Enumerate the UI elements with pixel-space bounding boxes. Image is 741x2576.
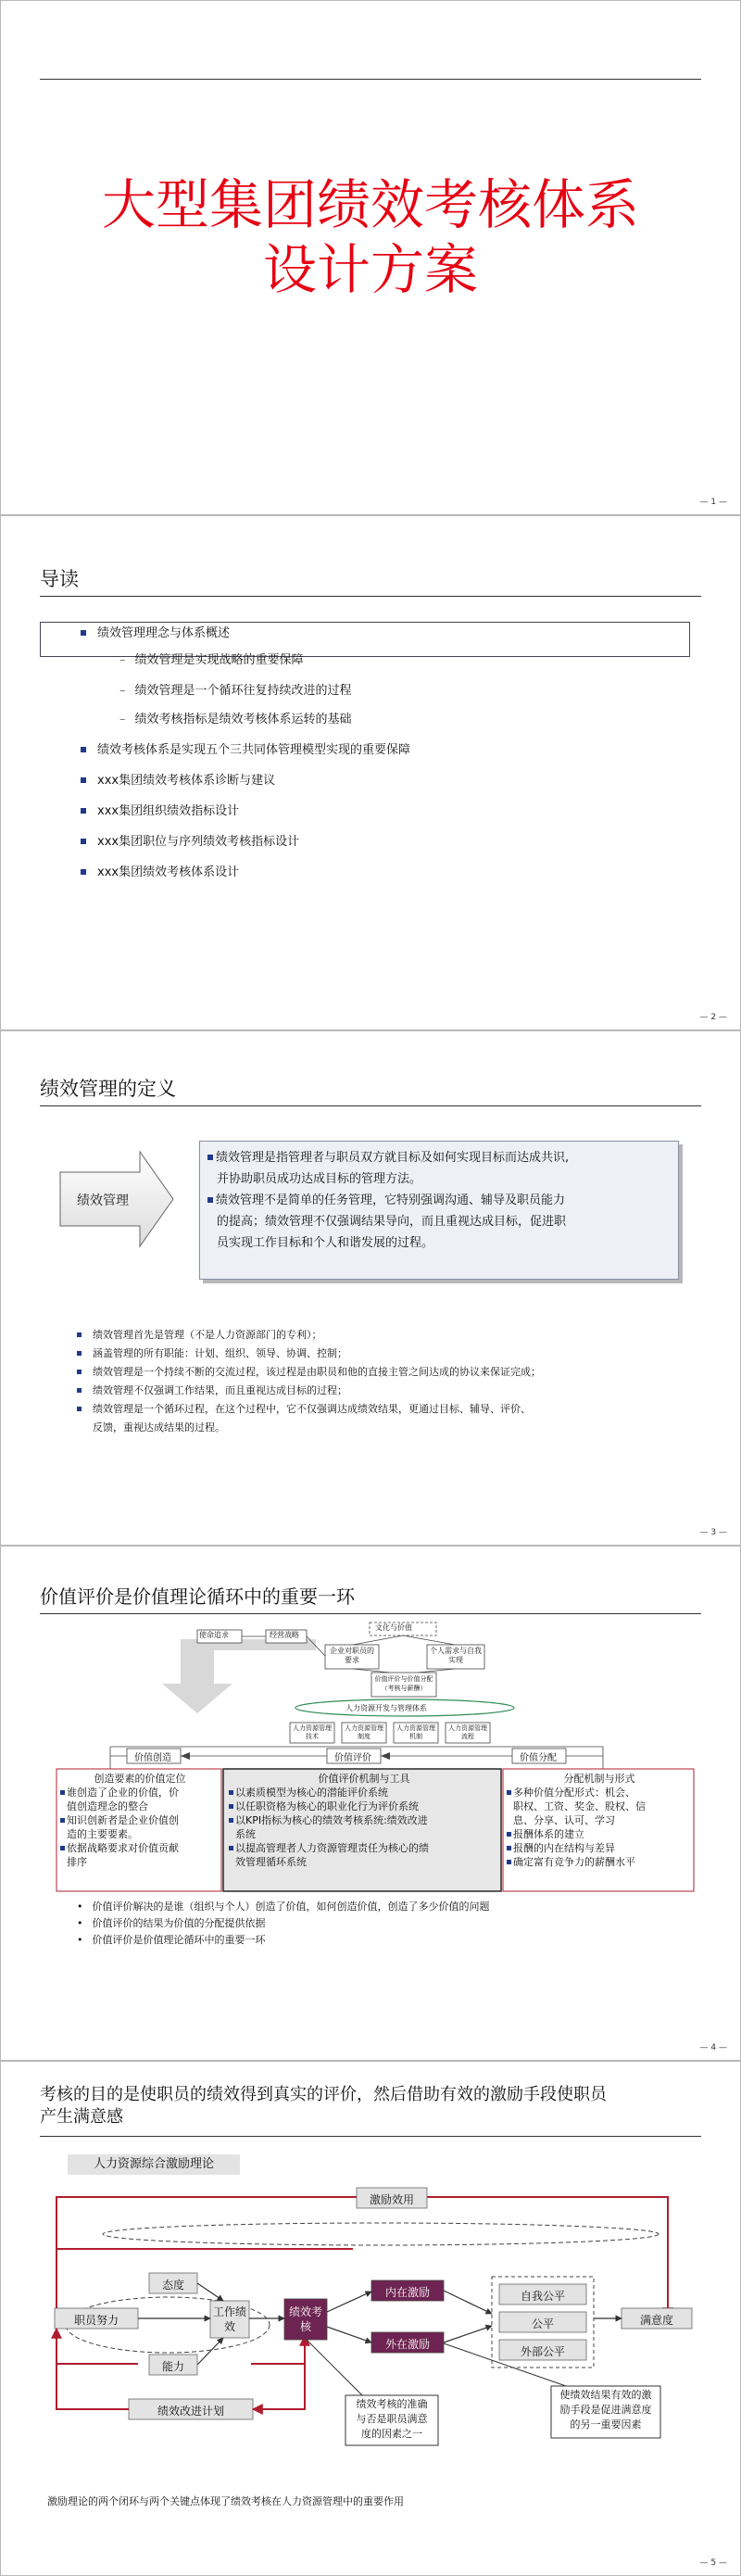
cover-title-line1: 大型集团绩效考核体系 [101, 173, 639, 236]
outer-motivation-box: 外在激励 [384, 2338, 430, 2351]
list-item: • 价值评价的结果为价值的分配提供依据 [77, 1917, 266, 1929]
effect-box: 激励效用 [369, 2193, 414, 2206]
bullet-square-icon [77, 1351, 82, 1356]
toc-subitem-label: 绩效考核指标是绩效考核体系运转的基础 [134, 713, 352, 726]
panel-line: 排序 [67, 1856, 87, 1868]
bullet-square-icon [77, 1388, 82, 1393]
arrow-label: 绩效管理 [77, 1193, 129, 1208]
bullet-square-icon [507, 1832, 511, 1837]
panel-line: 职权、工资、奖金、股权、信 [513, 1800, 646, 1812]
effort-box: 职员努力 [73, 2314, 119, 2327]
attitude-box: 态度 [161, 2279, 184, 2292]
toc-subitem-label: 绩效管理是实现战略的重要保障 [134, 653, 304, 667]
value-create-label: 价值创造 [134, 1753, 171, 1763]
eval-center-label: 价值评价与价值分配（考核与薪酬） [374, 1675, 433, 1692]
slide-2 [0, 515, 741, 1030]
toc-subitem: – 绩效考核指标是绩效考核体系运转的基础 [119, 713, 352, 726]
bullet-square-icon [207, 1197, 213, 1203]
bullet-square-icon [81, 777, 86, 783]
page-number: — 1 — [699, 498, 727, 507]
definition-line: 绩效管理不是简单的任务管理，它特别强调沟通、辅导及职员能力 [207, 1190, 672, 1211]
bullet-square-icon [81, 630, 86, 636]
bullet-square-icon [229, 1846, 233, 1850]
definition-line: 绩效管理是指管理者与职员双方就目标及如何实现目标而达成共识, [207, 1147, 672, 1168]
list-item: • 价值评价解决的是谁（组织与个人）创造了价值，如何创造价值，创造了多少价值的问题 [77, 1900, 490, 1913]
culture-box-label: 文化与价值 [375, 1623, 412, 1632]
list-item: 涵盖管理的所有职能：计划、组织、领导、协调、控制； [77, 1345, 541, 1363]
toc-item-label: xxx集团职位与序列绩效考核指标设计 [97, 835, 300, 849]
bullet-square-icon [60, 1818, 65, 1823]
list-item: 绩效管理不仅强调工作结果，而且重视达成目标的过程； [77, 1382, 541, 1400]
panel-title: 创造要素的价值定位 [94, 1773, 186, 1785]
hr-tech-label: 人力资源管理技术 [293, 1724, 332, 1740]
panel-line: 以提高管理者人力资源管理责任为核心的绩 [229, 1841, 499, 1855]
definition-line: 员实现工作目标和个人和谐发展的过程。 [217, 1236, 434, 1250]
self-fairness-box: 自我公平 [520, 2290, 565, 2303]
page-number: — 2 — [699, 1013, 727, 1022]
panel-title: 价值评价机制与工具 [318, 1773, 410, 1785]
title-rule [40, 79, 701, 80]
title-rule [40, 1105, 701, 1106]
bullet-square-icon [229, 1790, 233, 1795]
definition-line: 并协助职员成功达成目标的管理方法。 [217, 1172, 422, 1186]
inner-motivation-box: 内在激励 [384, 2286, 430, 2299]
page-number: — 4 — [699, 2043, 727, 2052]
bullet-square-icon [229, 1818, 233, 1823]
bullet-square-icon [507, 1790, 511, 1795]
toc-item [81, 801, 239, 818]
panel-line: 知识创新者是企业价值创 [60, 1813, 220, 1827]
personal-need-label: 个人需求与自我实现 [430, 1647, 482, 1664]
panel-line: 以KPI指标为核心的绩效考核系统:绩效改进 [229, 1813, 499, 1827]
slide-3 [0, 1030, 741, 1546]
cover-title [1, 172, 740, 302]
strategy-box-label: 经营战略 [270, 1631, 299, 1639]
footer-note: 激励理论的两个闭环与两个关键点体现了绩效考核在人力资源管理中的重要作用 [47, 2495, 404, 2507]
slide-5 [0, 2061, 741, 2576]
page-number: — 5 — [699, 2558, 727, 2568]
bullet-square-icon [81, 747, 86, 752]
external-fairness-box: 外部公平 [520, 2345, 565, 2358]
slide-1 [0, 0, 741, 515]
evaluate-panel [229, 1772, 499, 1869]
slide-title: 绩效管理的定义 [40, 1078, 176, 1100]
list-item: 绩效管理是一个持续不断的交流过程，该过程是由职员和他的直接主管之间达成的协议来保证完成； [77, 1363, 541, 1382]
toc-subitem-label: 绩效管理是一个循环往复持续改进的过程 [134, 684, 352, 698]
bullet-square-icon [77, 1370, 82, 1374]
bullet-square-icon [81, 869, 86, 875]
toc-item [81, 739, 410, 757]
panel-line: 谁创造了企业的价值，价 [60, 1786, 220, 1799]
panel-line: 息、分享、认可、学习 [513, 1814, 615, 1826]
toc-subitem: – 绩效管理是一个循环往复持续改进的过程 [119, 684, 352, 698]
value-distribute-label: 价值分配 [520, 1753, 557, 1763]
panel-line: 以任职资格为核心的职业化行为评价系统 [229, 1799, 499, 1813]
definition-list [77, 1326, 541, 1437]
panel-line: 多种价值分配形式：机会、 [507, 1786, 692, 1799]
cover-title-line2: 设计方案 [262, 238, 478, 301]
perf-review-box: 绩效考核 [288, 2305, 322, 2333]
fairness-box: 公平 [531, 2317, 554, 2330]
theory-tag: 人力资源综合激励理论 [68, 2154, 240, 2175]
hr-dev-label: 人力资源开发与管理体系 [345, 1704, 427, 1712]
create-panel [60, 1772, 220, 1869]
toc-item [81, 862, 239, 879]
list-item: 绩效管理是一个循环过程，在这个过程中，它不仅强调达成绩效结果，更通过目标、辅导、评价、 [77, 1400, 541, 1419]
ability-box: 能力 [161, 2360, 184, 2373]
toc-item [81, 831, 299, 849]
bullet-square-icon [81, 808, 86, 814]
bullet-square-icon [507, 1846, 511, 1850]
toc-item-label: 绩效考核体系是实现五个三共同体管理模型实现的重要保障 [97, 743, 411, 757]
definition-line: 的提高；绩效管理不仅强调结果导向，而且重视达成目标，促进职 [217, 1215, 567, 1229]
slide-title: 导读 [40, 568, 79, 590]
bullet-square-icon [229, 1804, 233, 1809]
list-item: 反馈，重视达成结果的过程。 [93, 1421, 225, 1433]
slide-title: 考核的目的是使职员的绩效得到真实的评价，然后借助有效的激励手段使职员 产生满意感 [40, 2085, 607, 2127]
panel-title: 分配机制与形式 [563, 1773, 635, 1785]
panel-line: 值创造理念的整合 [67, 1800, 148, 1812]
toc-item-label: xxx集团绩效考核体系诊断与建议 [97, 774, 276, 788]
mission-box-label: 使命追求 [199, 1631, 229, 1639]
panel-line: 效管理循环系统 [235, 1856, 307, 1868]
panel-line: 报酬体系的建立 [507, 1827, 692, 1841]
bullet-square-icon [60, 1846, 65, 1850]
definition-box [199, 1141, 679, 1280]
panel-line: 依据战略要求对价值贡献 [60, 1841, 220, 1855]
title-rule [40, 596, 701, 597]
slide-4 [0, 1546, 741, 2061]
panel-line: 以素质模型为核心的潜能评价系统 [229, 1786, 499, 1799]
satisfaction-box: 满意度 [639, 2314, 673, 2327]
hr-system-label: 人力资源管理制度 [345, 1724, 383, 1740]
slide-title: 价值评价是价值理论循环中的重要一环 [40, 1585, 355, 1608]
callout-incentive: 使绩效结果有效的激 励手段是促进满意度 的另一重要因素 [559, 2389, 652, 2431]
list-item: • 价值评价是价值理论循环中的重要一环 [77, 1934, 266, 1946]
hr-mechanism-label: 人力资源管理机制 [396, 1724, 435, 1740]
work-perf-box: 工作绩效 [212, 2305, 246, 2333]
toc-item-label: xxx集团绩效考核体系设计 [97, 865, 240, 879]
bullet-square-icon [507, 1860, 511, 1864]
page-number: — 3 — [699, 1528, 727, 1537]
distribute-panel [507, 1772, 692, 1869]
bullet-square-icon [207, 1155, 213, 1160]
value-evaluate-label: 价值评价 [334, 1753, 371, 1763]
toc-item [81, 623, 230, 640]
toc-item-label: xxx集团组织绩效指标设计 [97, 804, 240, 818]
toc-subitem: – 绩效管理是实现战略的重要保障 [119, 653, 304, 667]
toc-item [81, 770, 275, 788]
summary-bullets [77, 1899, 490, 1949]
org-requirement-label: 企业对职员的要求 [330, 1647, 374, 1664]
panel-line: 确定富有竞争力的薪酬水平 [507, 1855, 692, 1869]
list-item: 绩效管理首先是管理（不是人力资源部门的专利）； [77, 1326, 541, 1345]
bullet-square-icon [60, 1790, 65, 1795]
panel-line: 系统 [235, 1828, 256, 1840]
hr-process-label: 人力资源管理流程 [448, 1724, 487, 1740]
bullet-square-icon [81, 839, 86, 844]
panel-line: 造的主要要素。 [67, 1828, 138, 1840]
improvement-plan-box: 绩效改进计划 [157, 2405, 224, 2418]
callout-accuracy: 绩效考核的准确 与否是职员满意 度的因素之一 [356, 2398, 428, 2440]
bullet-square-icon [77, 1332, 82, 1337]
toc-item-label: 绩效管理理念与体系概述 [97, 626, 231, 640]
panel-line: 报酬的内在结构与差异 [507, 1841, 692, 1855]
bullet-square-icon [77, 1407, 82, 1411]
